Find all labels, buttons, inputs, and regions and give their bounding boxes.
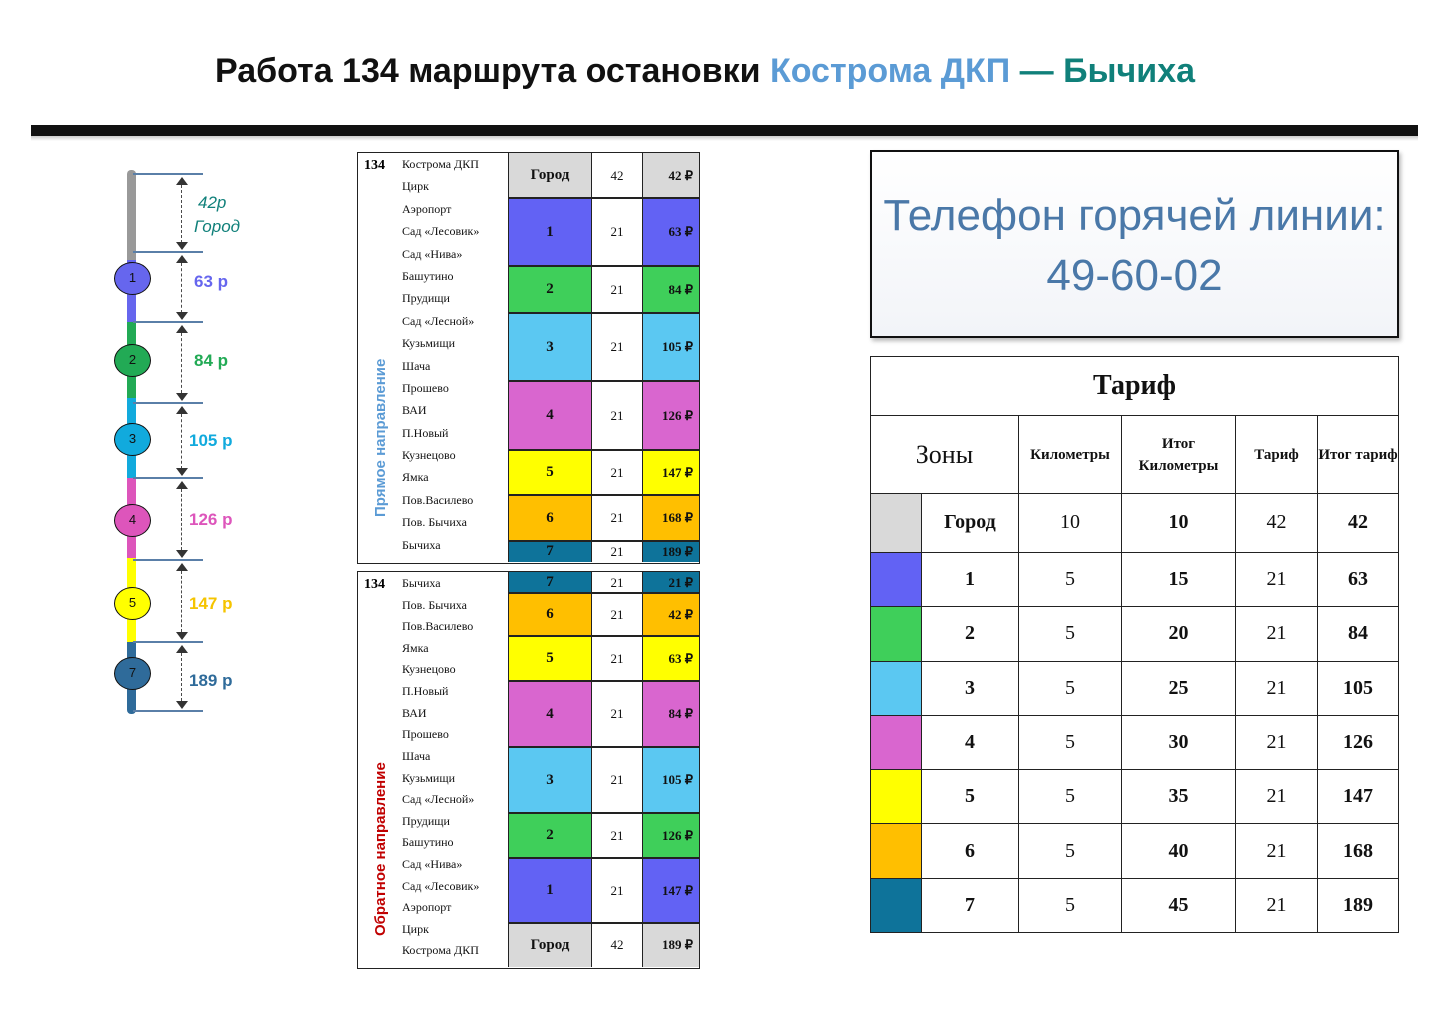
zone-name-cell: 7 bbox=[922, 878, 1019, 932]
zone-name-cell: 6 bbox=[922, 824, 1019, 878]
dimension-line bbox=[181, 489, 182, 550]
total-tariff-cell: 84 bbox=[1318, 607, 1399, 661]
zone-price-label: 126 р bbox=[189, 510, 233, 529]
arrow-up-icon bbox=[176, 177, 188, 185]
km-cell: 5 bbox=[1019, 553, 1122, 607]
zone-km-cell: 21 bbox=[610, 882, 624, 898]
stop-name: Цирк bbox=[402, 921, 429, 936]
tariff-cell: 21 bbox=[1236, 770, 1318, 824]
page-title bbox=[0, 52, 1410, 91]
zone-cell: 2 bbox=[508, 266, 592, 313]
dimension-line bbox=[181, 571, 182, 632]
row-divider bbox=[508, 680, 699, 682]
title-dash: — bbox=[1010, 52, 1064, 90]
zone-cell: 1 bbox=[508, 198, 592, 266]
row-divider bbox=[508, 494, 699, 496]
zone-price-cell: 126 ₽ bbox=[642, 381, 699, 450]
total-km-cell: 45 bbox=[1122, 878, 1236, 932]
route-number: 134 bbox=[364, 158, 385, 173]
tariff-row bbox=[871, 661, 1399, 715]
arrow-down-icon bbox=[176, 468, 188, 476]
direction-label-forward: Прямое направление bbox=[372, 358, 389, 517]
diagram-tick bbox=[133, 251, 203, 253]
total-km-cell: 20 bbox=[1122, 607, 1236, 661]
stop-name: Бычиха bbox=[402, 537, 441, 552]
diagram-tick bbox=[133, 173, 203, 175]
total-km-cell: 35 bbox=[1122, 770, 1236, 824]
zone-color-swatch bbox=[871, 715, 922, 769]
zone-color-swatch bbox=[871, 493, 922, 552]
row-divider bbox=[508, 312, 699, 314]
total-km-cell: 30 bbox=[1122, 715, 1236, 769]
km-cell: 5 bbox=[1019, 607, 1122, 661]
row-divider bbox=[508, 746, 699, 748]
row-divider bbox=[508, 449, 699, 451]
header-km: Километры bbox=[1019, 416, 1122, 493]
stop-name: Пов. Бычиха bbox=[402, 597, 467, 612]
tariff-table bbox=[870, 356, 1399, 933]
city-zone-label: Город bbox=[194, 217, 241, 236]
header-total-tariff: Итог тариф bbox=[1318, 416, 1399, 493]
zone-price-label: 147 р bbox=[189, 594, 233, 613]
stop-name: Кострома ДКП bbox=[402, 157, 479, 171]
zone-marker: 4 bbox=[114, 504, 151, 537]
zone-name-cell: Город bbox=[922, 493, 1019, 552]
zone-km-cell: 21 bbox=[610, 706, 624, 721]
zone-cell: Город bbox=[508, 153, 592, 198]
stop-name: Кузнецово bbox=[402, 448, 456, 463]
tariff-cell: 21 bbox=[1236, 878, 1318, 932]
zone-km-cell: 42 bbox=[610, 167, 624, 183]
stop-name: Аэропорт bbox=[402, 201, 452, 216]
zone-price-cell: 63 ₽ bbox=[642, 636, 699, 681]
total-km-cell: 25 bbox=[1122, 661, 1236, 715]
diagram-tick bbox=[133, 477, 203, 479]
reverse-route-table bbox=[357, 571, 700, 969]
row-divider bbox=[508, 922, 699, 924]
stop-name: Сад «Лесной» bbox=[402, 313, 475, 328]
stop-name: Сад «Нива» bbox=[402, 246, 463, 261]
title-prefix: Работа 134 маршрута остановки bbox=[214, 52, 770, 90]
tariff-row bbox=[871, 553, 1399, 607]
zone-price-cell: 105 ₽ bbox=[642, 313, 699, 381]
row-divider bbox=[508, 265, 699, 267]
zone-name-cell: 5 bbox=[922, 770, 1019, 824]
arrow-down-icon bbox=[176, 701, 188, 709]
zone-name-cell: 3 bbox=[922, 661, 1019, 715]
zone-cell: 1 bbox=[508, 858, 592, 923]
zone-cell: 6 bbox=[508, 495, 592, 541]
tariff-row bbox=[871, 607, 1399, 661]
hotline-text: Телефон горячей линии: 49-60-02 bbox=[883, 191, 1386, 300]
zone-name-cell: 2 bbox=[922, 607, 1019, 661]
stop-name: Кузьмищи bbox=[402, 770, 455, 785]
dimension-line bbox=[181, 653, 182, 701]
zone-km-cell: 21 bbox=[610, 224, 624, 239]
zone-name-cell: 4 bbox=[922, 715, 1019, 769]
dimension-line bbox=[181, 414, 182, 469]
zone-cell: 5 bbox=[508, 450, 592, 495]
zone-price-cell: 168 ₽ bbox=[642, 495, 699, 541]
stop-name: Шача bbox=[402, 358, 431, 373]
zone-price-label: 189 р bbox=[189, 671, 233, 690]
zone-km-cell: 21 bbox=[610, 407, 624, 423]
row-divider bbox=[508, 857, 699, 859]
tariff-caption: Тариф bbox=[871, 357, 1399, 416]
arrow-down-icon bbox=[176, 632, 188, 640]
header-divider-shadow bbox=[31, 136, 1418, 141]
arrow-up-icon bbox=[176, 255, 188, 263]
header-tariff: Тариф bbox=[1236, 416, 1318, 493]
stop-name: Сад «Лесовик» bbox=[402, 878, 480, 893]
zone-price-cell: 147 ₽ bbox=[642, 450, 699, 495]
zone-price-label: 105 р bbox=[189, 431, 233, 450]
total-km-cell: 10 bbox=[1122, 493, 1236, 552]
tariff-row bbox=[871, 770, 1399, 824]
zone-color-swatch bbox=[871, 878, 922, 932]
row-divider bbox=[508, 635, 699, 637]
zone-cell: Город bbox=[508, 923, 592, 967]
km-cell: 5 bbox=[1019, 824, 1122, 878]
zone-color-swatch bbox=[871, 824, 922, 878]
stop-name: Шача bbox=[402, 748, 431, 763]
header-divider bbox=[31, 125, 1418, 136]
arrow-up-icon bbox=[176, 481, 188, 489]
arrow-down-icon bbox=[176, 242, 188, 250]
arrow-up-icon bbox=[176, 325, 188, 333]
dimension-line bbox=[181, 185, 182, 243]
zone-cell: 2 bbox=[508, 813, 592, 858]
zone-price-cell: 147 ₽ bbox=[642, 858, 699, 923]
hotline-box bbox=[870, 150, 1399, 338]
tariff-cell: 21 bbox=[1236, 715, 1318, 769]
zone-color-swatch bbox=[871, 770, 922, 824]
total-tariff-cell: 105 bbox=[1318, 661, 1399, 715]
total-tariff-cell: 168 bbox=[1318, 824, 1399, 878]
stop-name: Прудищи bbox=[402, 291, 450, 306]
zone-cell: 6 bbox=[508, 593, 592, 636]
total-tariff-cell: 147 bbox=[1318, 770, 1399, 824]
dimension-line bbox=[181, 263, 182, 313]
stop-name: Бычиха bbox=[402, 576, 441, 590]
total-tariff-cell: 42 bbox=[1318, 493, 1399, 552]
stop-name: ВАИ bbox=[402, 705, 427, 720]
zone-marker: 5 bbox=[114, 587, 151, 620]
arrow-down-icon bbox=[176, 550, 188, 558]
header-zones: Зоны bbox=[871, 416, 1019, 493]
zone-marker: 3 bbox=[114, 423, 151, 456]
title-from: Кострома ДКП bbox=[769, 52, 1011, 90]
tariff-row bbox=[871, 878, 1399, 932]
zone-price-label: 84 р bbox=[194, 351, 229, 370]
zone-price-cell: 63 ₽ bbox=[642, 198, 699, 266]
total-tariff-cell: 126 bbox=[1318, 715, 1399, 769]
stop-name: Ямка bbox=[402, 470, 429, 485]
stop-name: Сад «Нива» bbox=[402, 856, 463, 871]
zone-km-cell: 21 bbox=[610, 827, 624, 843]
arrow-up-icon bbox=[176, 645, 188, 653]
zone-km-cell: 21 bbox=[610, 574, 624, 590]
arrow-up-icon bbox=[176, 563, 188, 571]
zone-price-cell: 189 ₽ bbox=[642, 923, 699, 967]
zone-price-cell: 21 ₽ bbox=[642, 572, 699, 593]
tariff-cell: 21 bbox=[1236, 824, 1318, 878]
city-price-label: 42р bbox=[198, 193, 227, 212]
tariff-row bbox=[871, 493, 1399, 552]
row-divider bbox=[508, 380, 699, 382]
zone-cell: 5 bbox=[508, 636, 592, 681]
zone-price-cell: 42 ₽ bbox=[642, 593, 699, 636]
stop-name: Цирк bbox=[402, 179, 429, 194]
tariff-cell: 42 bbox=[1236, 493, 1318, 552]
tariff-row bbox=[871, 824, 1399, 878]
total-tariff-cell: 63 bbox=[1318, 553, 1399, 607]
stop-name: П.Новый bbox=[402, 425, 449, 440]
stop-name: Прошево bbox=[402, 380, 449, 395]
diagram-segment-city bbox=[127, 170, 136, 260]
stop-name: Башутино bbox=[402, 268, 454, 283]
zone-km-cell: 21 bbox=[610, 606, 624, 622]
zone-marker: 7 bbox=[114, 657, 151, 690]
zone-price-cell: 105 ₽ bbox=[642, 747, 699, 813]
tariff-row bbox=[871, 715, 1399, 769]
zone-color-swatch bbox=[871, 607, 922, 661]
km-cell: 5 bbox=[1019, 770, 1122, 824]
zone-price-label: 63 р bbox=[194, 272, 229, 291]
stop-name: Пов. Бычиха bbox=[402, 515, 467, 530]
arrow-up-icon bbox=[176, 406, 188, 414]
km-cell: 5 bbox=[1019, 715, 1122, 769]
zone-km-cell: 21 bbox=[610, 543, 624, 559]
stop-name: Аэропорт bbox=[402, 900, 452, 915]
zone-cell: 3 bbox=[508, 747, 592, 813]
header-total-km: Итог Километры bbox=[1122, 416, 1236, 493]
zone-price-cell: 189 ₽ bbox=[642, 541, 699, 562]
zone-km-cell: 21 bbox=[610, 339, 624, 354]
zone-cell: 7 bbox=[508, 572, 592, 593]
zone-km-cell: 21 bbox=[610, 510, 624, 525]
km-cell: 5 bbox=[1019, 878, 1122, 932]
title-to: Бычиха bbox=[1063, 52, 1196, 90]
km-cell: 10 bbox=[1019, 493, 1122, 552]
zone-km-cell: 21 bbox=[610, 464, 624, 480]
stop-name: Прошево bbox=[402, 727, 449, 742]
stop-name: Сад «Лесной» bbox=[402, 792, 475, 807]
zone-name-cell: 1 bbox=[922, 553, 1019, 607]
zone-price-cell: 126 ₽ bbox=[642, 813, 699, 858]
zone-price-cell: 84 ₽ bbox=[642, 681, 699, 747]
stop-name: Кузнецово bbox=[402, 662, 456, 677]
zone-price-cell: 84 ₽ bbox=[642, 266, 699, 313]
total-km-cell: 40 bbox=[1122, 824, 1236, 878]
zone-km-cell: 21 bbox=[610, 281, 624, 297]
zone-cell: 4 bbox=[508, 681, 592, 747]
total-km-cell: 15 bbox=[1122, 553, 1236, 607]
tariff-cell: 21 bbox=[1236, 607, 1318, 661]
zone-price-cell: 42 ₽ bbox=[642, 153, 699, 198]
zone-cell: 3 bbox=[508, 313, 592, 381]
tariff-cell: 21 bbox=[1236, 661, 1318, 715]
stop-name: Кострома ДКП bbox=[402, 943, 479, 958]
direction-label-reverse: Обратное направление bbox=[372, 762, 389, 936]
zone-km-cell: 21 bbox=[610, 772, 624, 787]
dimension-line bbox=[181, 333, 182, 393]
stop-name: Пов.Василево bbox=[402, 619, 474, 634]
stop-name: Пов.Василево bbox=[402, 492, 474, 507]
zone-marker: 2 bbox=[114, 344, 151, 377]
row-divider bbox=[508, 592, 699, 594]
zone-marker: 1 bbox=[114, 262, 151, 295]
row-divider bbox=[508, 540, 699, 542]
diagram-tick bbox=[133, 321, 203, 323]
route-number: 134 bbox=[364, 577, 385, 592]
stop-name: П.Новый bbox=[402, 684, 449, 699]
total-tariff-cell: 189 bbox=[1318, 878, 1399, 932]
stop-name: ВАИ bbox=[402, 403, 427, 418]
zone-cell: 4 bbox=[508, 381, 592, 450]
diagram-tick bbox=[133, 641, 203, 643]
stop-name: Ямка bbox=[402, 640, 429, 655]
tariff-cell: 21 bbox=[1236, 553, 1318, 607]
diagram-tick bbox=[133, 559, 203, 561]
arrow-down-icon bbox=[176, 312, 188, 320]
stop-name: Прудищи bbox=[402, 813, 450, 828]
zone-km-cell: 42 bbox=[610, 937, 624, 952]
stop-name: Сад «Лесовик» bbox=[402, 224, 480, 239]
zone-km-cell: 21 bbox=[610, 650, 624, 666]
diagram-tick bbox=[133, 710, 203, 712]
zone-color-swatch bbox=[871, 661, 922, 715]
row-divider bbox=[508, 812, 699, 814]
stop-name: Башутино bbox=[402, 835, 454, 850]
stop-name: Кузьмищи bbox=[402, 336, 455, 351]
diagram-tick bbox=[133, 402, 203, 404]
row-divider bbox=[508, 197, 699, 199]
arrow-down-icon bbox=[176, 393, 188, 401]
zone-cell: 7 bbox=[508, 541, 592, 562]
zone-color-swatch bbox=[871, 553, 922, 607]
km-cell: 5 bbox=[1019, 661, 1122, 715]
forward-route-table bbox=[357, 152, 700, 564]
